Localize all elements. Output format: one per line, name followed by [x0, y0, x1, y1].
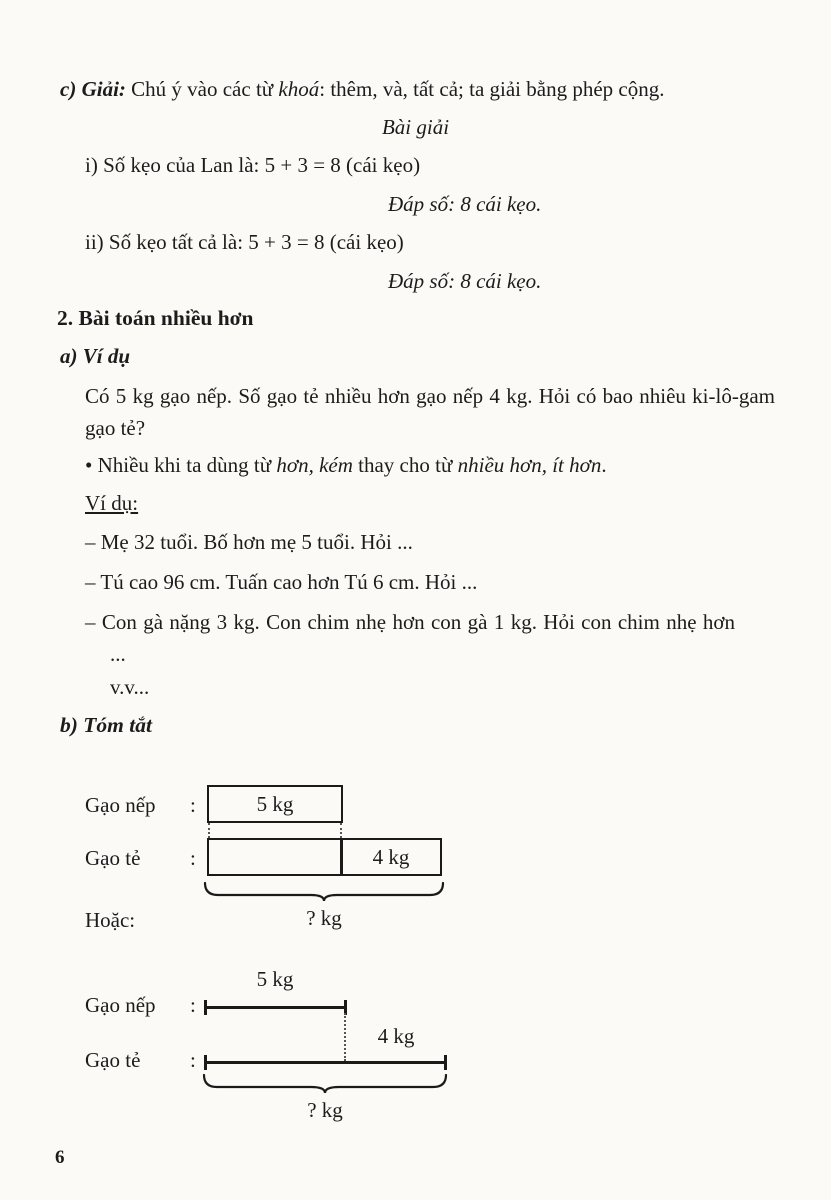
bullet-text-3: .	[601, 453, 607, 477]
solution-step-ii: ii) Số kẹo tất cả là: 5 + 3 = 8 (cái kẹo)	[85, 230, 404, 254]
nep-line	[204, 1006, 346, 1009]
bullet-note-line	[85, 450, 795, 481]
bullet-text-2: thay cho từ	[352, 453, 458, 477]
answer-ii: Đáp số: 8 cái kẹo.	[388, 269, 542, 293]
dash-example-3: – Con gà nặng 3 kg. Con chim nhẹ hơn con gà 1 kg. Hỏi con chim nhẹ hơn ...	[85, 610, 735, 666]
diagram1-total-label: ? kg	[306, 906, 342, 930]
te-line	[204, 1061, 446, 1064]
page-number: 6	[55, 1147, 65, 1168]
vi-du-label: Ví dụ:	[85, 491, 139, 515]
section-a-heading: a) Ví dụ	[60, 344, 131, 368]
diagram2-row1-colon: :	[190, 993, 196, 1017]
diagram2-row2-colon: :	[190, 1048, 196, 1072]
diagram2-row1-label: Gạo nếp	[85, 993, 156, 1017]
diagram1-row1-label: Gạo nếp	[85, 793, 156, 817]
hoac-label: Hoặc:	[85, 908, 136, 932]
gao-te-extra-value: 4 kg	[372, 844, 410, 869]
solution-intro-line	[60, 74, 780, 105]
diagram2-row2-label: Gạo tẻ	[85, 1048, 141, 1072]
diagram2-total-label: ? kg	[307, 1098, 343, 1122]
underbrace-segments	[202, 1073, 448, 1095]
intro-text-1: Chú ý vào các từ	[125, 77, 279, 101]
etc-label: v.v...	[110, 675, 150, 699]
solution-step-i: i) Số kẹo của Lan là: 5 + 3 = 8 (cái kẹo)	[85, 153, 421, 177]
gao-nep-box-value: 5 kg	[256, 791, 294, 816]
bai-giai-heading: Bài giải	[381, 115, 450, 139]
underbrace-boxes	[203, 881, 445, 903]
diagram1-row2-colon: :	[190, 846, 196, 870]
diagram1-row2-label: Gạo tẻ	[85, 846, 141, 870]
intro-text-2: : thêm, và, tất cả; ta giải bằng phép cộng.	[319, 77, 665, 101]
dash-example-1: – Mẹ 32 tuổi. Bố hơn mẹ 5 tuổi. Hỏi ...	[85, 530, 413, 554]
example-paragraph: Có 5 kg gạo nếp. Số gạo tẻ nhiều hơn gạo nếp 4 kg. Hỏi có bao nhiêu ki-lô-gam gạo tẻ?	[85, 384, 775, 440]
bullet-italic-2: nhiều hơn, ít hơn	[457, 453, 602, 477]
diagram2-te-extra-value: 4 kg	[377, 1024, 415, 1048]
item-c-label: c) Giải:	[60, 77, 126, 101]
diagram2-nep-value: 5 kg	[256, 967, 294, 991]
dotted-connector-mid	[340, 823, 342, 838]
bullet-italic-1: hơn, kém	[276, 453, 353, 477]
keyword-khoa: khoá	[278, 77, 320, 101]
bullet-text-1: Nhiều khi ta dùng từ	[92, 453, 277, 477]
section-2-heading: 2. Bài toán nhiều hơn	[57, 306, 254, 330]
dotted-connector-left	[208, 823, 210, 838]
bullet-icon: •	[85, 453, 93, 477]
gao-nep-box	[207, 785, 343, 823]
diagram1-row1-colon: :	[190, 793, 196, 817]
gao-te-box	[207, 838, 442, 876]
dash-example-2: – Tú cao 96 cm. Tuấn cao hơn Tú 6 cm. Hỏi ...	[85, 570, 478, 594]
answer-i: Đáp số: 8 cái kẹo.	[388, 192, 542, 216]
section-b-heading: b) Tóm tắt	[60, 713, 152, 737]
